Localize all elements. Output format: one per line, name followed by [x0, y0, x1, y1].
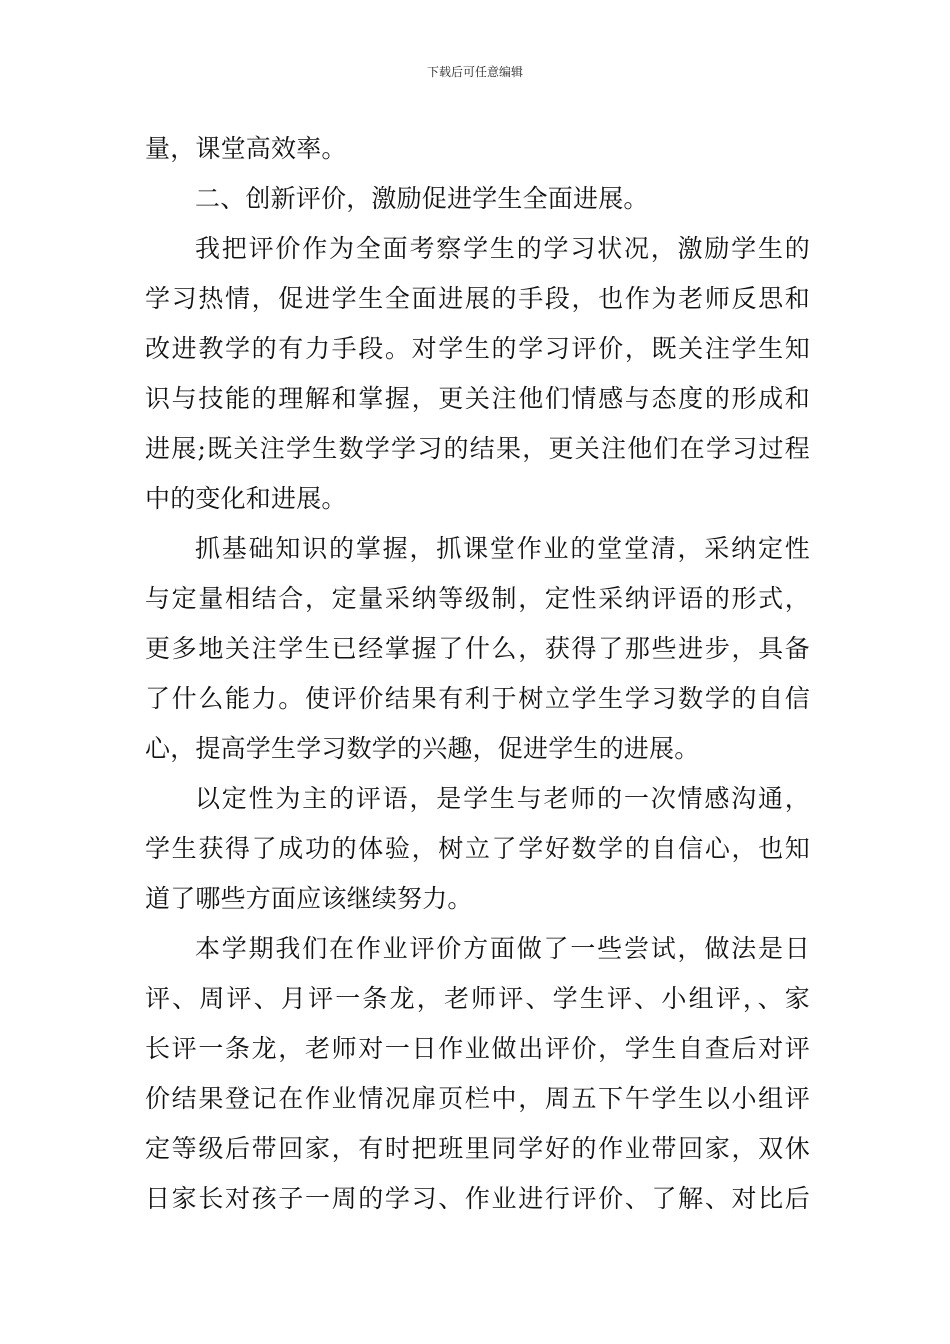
text-line: 更多地关注学生已经掌握了什么，获得了那些进步，具备 — [145, 634, 810, 663]
text-line: 学习热情，促进学生全面进展的手段，也作为老师反思和 — [145, 284, 810, 313]
text-line: 与定量相结合，定量采纳等级制，定性采纳评语的形式， — [145, 584, 810, 613]
text-line: 量，课堂高效率。 — [145, 134, 347, 163]
section-heading: 二、创新评价，激励促进学生全面进展。 — [195, 184, 649, 213]
text-line: 以定性为主的评语，是学生与老师的一次情感沟通， — [195, 784, 810, 813]
text-line: 改进教学的有力手段。对学生的学习评价，既关注学生知 — [145, 334, 810, 363]
text-line: 日家长对孩子一周的学习、作业进行评价、了解、对比后 — [145, 1184, 810, 1213]
text-line: 心，提高学生学习数学的兴趣，促进学生的进展。 — [145, 734, 700, 763]
text-line: 定等级后带回家，有时把班里同学好的作业带回家，双休 — [145, 1134, 810, 1163]
text-line: 进展;既关注学生数学学习的结果，更关注他们在学习过程 — [145, 434, 810, 463]
text-line: 道了哪些方面应该继续努力。 — [145, 884, 473, 913]
text-line: 我把评价作为全面考察学生的学习状况，激励学生的 — [195, 234, 810, 263]
text-line: 价结果登记在作业情况扉页栏中，周五下午学生以小组评 — [145, 1084, 810, 1113]
text-line: 识与技能的理解和掌握，更关注他们情感与态度的形成和 — [145, 384, 810, 413]
text-line: 长评一条龙，老师对一日作业做出评价，学生自查后对评 — [145, 1034, 810, 1063]
text-line: 抓基础知识的掌握，抓课堂作业的堂堂清，采纳定性 — [195, 534, 810, 563]
text-line: 中的变化和进展。 — [145, 484, 347, 513]
page-header: 下载后可任意编辑 — [426, 65, 523, 79]
text-line: 本学期我们在作业评价方面做了一些尝试，做法是日 — [195, 934, 810, 963]
text-line: 评、周评、月评一条龙，老师评、学生评、小组评，、家 — [145, 984, 810, 1013]
text-line: 学生获得了成功的体验，树立了学好数学的自信心，也知 — [145, 834, 810, 863]
text-line: 了什么能力。使评价结果有利于树立学生学习数学的自信 — [145, 684, 810, 713]
document-body — [145, 124, 810, 1224]
